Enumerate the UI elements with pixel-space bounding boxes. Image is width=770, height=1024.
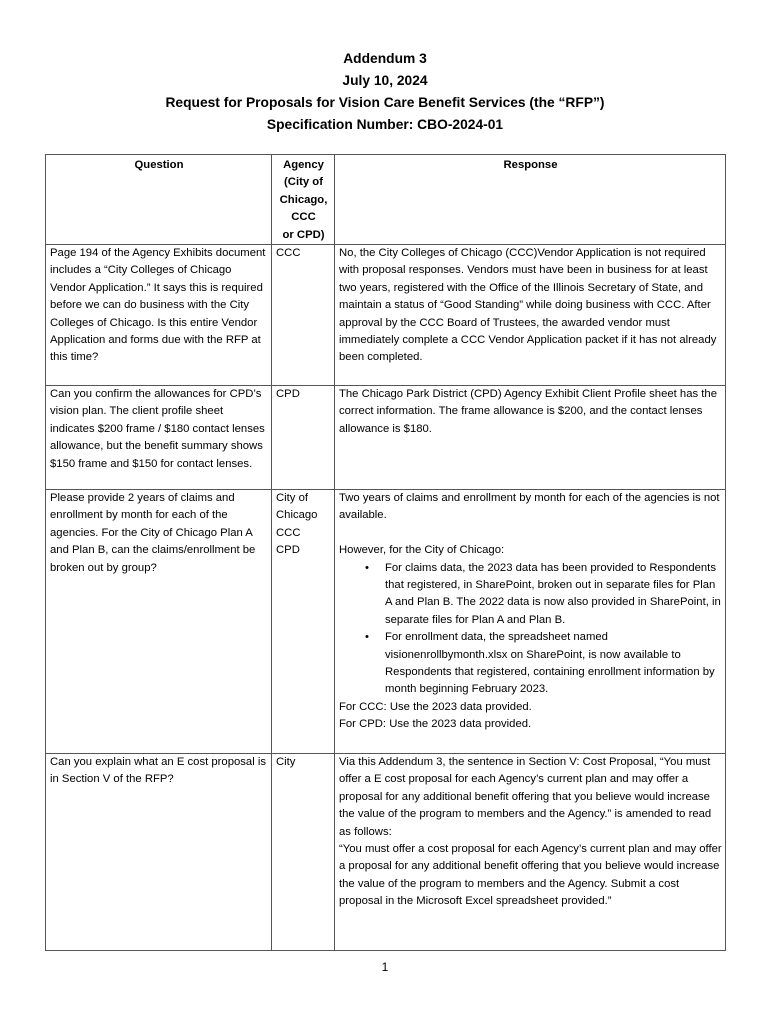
list-item: • For claims data, the 2023 data has been provided to Respondents that registered, in SharePoint, broken out in separate files for Plan A and Plan B. The 2022 data is now also provided in SharePoint, in separate files for Plan A and Plan B. <box>385 560 722 630</box>
addendum-title: Addendum 3 <box>343 51 427 66</box>
agency-line: City of <box>276 492 309 505</box>
paragraph-spacer <box>339 525 722 542</box>
agency-line: City <box>276 756 296 769</box>
addendum-date: July 10, 2024 <box>342 73 428 88</box>
agency-line: CCC <box>276 526 301 539</box>
column-header-question: Question <box>46 155 272 245</box>
agency-line: CCC <box>276 247 301 260</box>
column-header-response: Response <box>335 155 726 245</box>
bullet-list <box>339 560 722 699</box>
agency-cell <box>272 754 335 951</box>
agency-header-line: CCC <box>291 211 316 224</box>
question-cell: Can you explain what an E cost proposal is in Section V of the RFP? <box>46 754 272 951</box>
agency-header-line: or CPD) <box>282 228 325 241</box>
response-intro: Two years of claims and enrollment by month for each of the agencies is not available. <box>339 492 720 522</box>
response-lead: However, for the City of Chicago: <box>339 544 505 557</box>
agency-line: Chicago <box>276 509 318 522</box>
specification-number: Specification Number: CBO-2024-01 <box>266 117 504 132</box>
agency-header-line: (City of <box>284 176 323 189</box>
response-cell <box>335 490 726 754</box>
table-row <box>46 754 726 951</box>
response-cpd: For CPD: Use the 2023 data provided. <box>339 718 532 731</box>
column-header-agency <box>272 155 335 245</box>
table-header-row <box>46 155 726 245</box>
agency-line: CPD <box>276 544 300 557</box>
agency-header-line: Agency <box>283 159 324 171</box>
question-cell: Can you confirm the allowances for CPD’s vision plan. The client profile sheet indicates $200 frame / $180 contact lenses allowance, but the benefit summary shows $150 frame and $150 for contact lenses. <box>46 386 272 490</box>
agency-cell <box>272 490 335 754</box>
agency-cell <box>272 245 335 386</box>
list-item: • For enrollment data, the spreadsheet named visionenrollbymonth.xlsx on SharePoint, is now available to Respondents that registered, containing enrollment information by month beginning February 2023. <box>385 629 722 699</box>
table-row <box>46 490 726 754</box>
table-row <box>46 386 726 490</box>
question-cell: Please provide 2 years of claims and enrollment by month for each of the agencies. For the City of Chicago Plan A and Plan B, can the claims/enrollment be broken out by group? <box>46 490 272 754</box>
response-cell: The Chicago Park District (CPD) Agency Exhibit Client Profile sheet has the correct information. The frame allowance is $200, and the contact lenses allowance is $180. <box>335 386 726 490</box>
agency-cell <box>272 386 335 490</box>
agency-line: CPD <box>276 388 300 401</box>
document-header <box>0 48 770 136</box>
response-cell: No, the City Colleges of Chicago (CCC)Vendor Application is not required with proposal responses. Vendors must have been in business for at least two years, registered with the Office of the Illinois Secretary of State, and maintain a status of “Good Standing” while doing business with CCC. After approval by the CCC Board of Trustees, the awarded vendor must immediately complete a CCC Vendor Application packet if it has not already been completed. <box>335 245 726 386</box>
table-row <box>46 245 726 386</box>
response-ccc: For CCC: Use the 2023 data provided. <box>339 700 532 713</box>
response-cell <box>335 754 726 951</box>
rfp-title: Request for Proposals for Vision Care Benefit Services (the “RFP”) <box>165 95 605 110</box>
response-paragraph: “You must offer a cost proposal for each Agency’s current plan and may offer a proposal for any additional benefit offering that you believe would increase the value of the program to members and the Agency. Submit a cost proposal in the Microsoft Excel spreadsheet provided.” <box>339 843 722 908</box>
page-number: 1 <box>381 960 389 974</box>
question-cell: Page 194 of the Agency Exhibits document includes a “City Colleges of Chicago Vendor Application.” It says this is required before we can do business with the City Colleges of Chicago. Is this entire Vendor Application and forms due with the RFP at this time? <box>46 245 272 386</box>
qa-table <box>45 154 726 951</box>
agency-header-line: Chicago, <box>279 193 328 206</box>
response-paragraph: Via this Addendum 3, the sentence in Section V: Cost Proposal, “You must offer a E cost proposal for each Agency’s current plan and may offer a proposal for any additional benefit offering that you believe would increase the value of the program to members and the Agency.” is amended to read as follows: <box>339 756 712 838</box>
